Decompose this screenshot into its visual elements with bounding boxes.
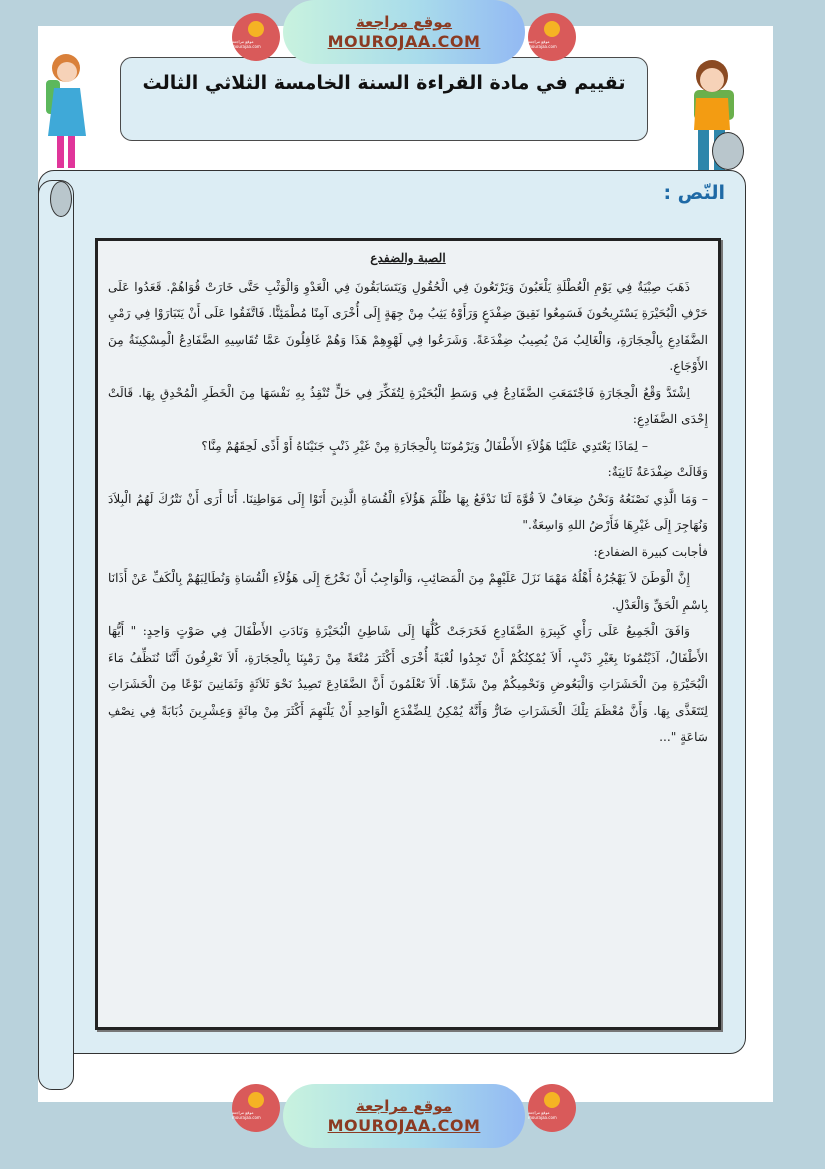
girl-illustration (40, 48, 90, 173)
scroll-curl-left (50, 181, 72, 217)
logo-caption: موقع مراجعة mourajaa.com (528, 39, 557, 49)
story-paragraph: – وَمَا الَّذِي نَصْنَعُهُ وَنَحْنُ ضِعَافٌ لاَ قُوَّةَ لَنَا نَدْفَعُ بِهَا ظُلْمَ هَؤُلاَءِ الْقُسَاةِ الَّذِينَ أَتَوْا إِلَى مَوَاطِنِنَا. أَنَا أَرَى أَنْ نَتْرُكَ لَهُمُ الْبِلاَدَ وَنُهَاجِرَ إِلَى غَيْرِهَا فَأَرْضُ اللهِ وَاسِعَةٌ." (108, 491, 708, 532)
story-paragraph: ذَهَبَ صِبْيَةٌ فِي يَوْمِ الْعُطْلَةِ يَلْعَبُونَ وَيَرْتَعُونَ فِي الْحُقُولِ وَيَتَسَابَقُونَ فِي الْعَدْوِ وَالْوَثْبِ حَتَّى خَارَتْ قُوَاهُمْ. قَعَدُوا عَلَى حَرْفِ الْبُحَيْرَةِ يَسْتَرِيحُونَ فَسَمِعُوا نَقِيقَ ضِفْدَعٍ وَرَأَوْهُ يَثِبُ مِنْ جِهَةٍ إِلَى أُخْرَى آمِنًا مُطْمَئِنًّا. فَاتَّفَقُوا عَلَى أَنْ يَتَبَارَوْا فِي رَمْيِ الضَّفَادِعِ بِالْحِجَارَةِ، وَالْغَالِبُ مَنْ يُصِيبُ ضِفْدَعَةً. وَشَرَعُوا فِي لَهْوِهِمْ هَذَا وَهُمْ غَافِلُونَ عَمَّا تُقَاسِيهِ الضَّفَادِعُ الْمِسْكِينَةُ مِنَ الأَوْجَاعِ. (108, 279, 708, 373)
brand-latin: MOUROJAA.COM (327, 1116, 481, 1135)
brand-banner-bottom[interactable] (283, 1084, 525, 1148)
story (98, 241, 718, 751)
story-text-box (95, 238, 721, 1030)
logo-caption: موقع مراجعة mourajaa.com (528, 1110, 557, 1120)
story-paragraph: اِشْتَدَّ وَقْعُ الْحِجَارَةِ فَاجْتَمَعَتِ الضَّفَادِعُ فِي وَسَطِ الْبُحَيْرَةِ لِتُفَكِّرَ فِي حَلٍّ تُنْقِذُ بِهِ نَفْسَهَا مِنَ الْخَطَرِ الْمُحْدِقِ بِهَا. قَالَتْ إِحْدَى الضَّفَادِعِ: (108, 385, 708, 426)
book-icon (248, 1092, 264, 1108)
story-paragraph: وَقَالَتْ ضِفْدَعَةٌ ثَانِيَةٌ: (607, 465, 708, 479)
story-paragraph: وَافَقَ الْجَمِيعُ عَلَى رَأْيِ كَبِيرَةِ الضَّفَادِعِ فَخَرَجَتْ كُلُّهَا إِلَى شَاطِئِ الْبُحَيْرَةِ وَنَادَتِ الأَطْفَالَ فِي صَوْتٍ وَاحِدٍ: " أَيُّهَا الأَطْفَالُ، آذَيْتُمُونَا بِغَيْرِ ذَنْبٍ، أَلاَ يُمْكِنُكُمْ أَنْ تَجِدُوا لُعْبَةً أُخْرَى أَكْثَرَ مُتْعَةً مِنْ رَمْيِنَا بِالْحِجَارَةِ، أَلاَ تَعْرِفُونَ أَنَّنَا نُنَظِّفُ مَاءَ الْبُحَيْرَةِ مِنَ الْحَشَرَاتِ وَالْبَعُوضِ وَنَحْمِيكُمْ مِنْ شَرِّهَا. أَلاَ تَعْلَمُونَ أَنَّ الضَّفَادِعَ تَصِيدُ نَحْوَ ثَلاَثَةٍ وَثَمَانِينَ نَوْعًا مِنَ الْحَشَرَاتِ لِتَتَغَذَّى بِهَا. وَأَنَّ مُعْظَمَ تِلْكَ الْحَشَرَاتِ ضَارٌّ وَأَنَّهُ يُمْكِنُ لِلضِّفْدَعِ الْوَاحِدِ أَنْ يَلْتَهِمَ أَكْثَرَ مِنْ مِائَةٍ وَعِشْرِينَ ذُبَابَةً فِي نِصْفِ سَاعَةٍ "... (108, 624, 708, 744)
scroll-left-roll (38, 180, 74, 1090)
book-icon (544, 21, 560, 37)
story-paragraph: فأجابت كبيرة الضفادع: (593, 544, 708, 559)
page-title: تقييم في مادة القراءة السنة الخامسة الثلاثي الثالث (142, 72, 626, 94)
site-logo-left-top[interactable] (232, 13, 280, 61)
book-icon (248, 21, 264, 37)
brand-latin: MOUROJAA.COM (327, 32, 481, 51)
logo-caption: موقع مراجعة mourajaa.com (232, 39, 261, 49)
brand-arabic: موقع مراجعة (355, 1097, 453, 1115)
brand-banner-top[interactable] (283, 0, 525, 64)
logo-caption: موقع مراجعة mourajaa.com (232, 1110, 261, 1120)
site-logo-left-bottom[interactable] (232, 1084, 280, 1132)
site-logo-right-bottom[interactable] (528, 1084, 576, 1132)
story-paragraph: إِنَّ الْوَطَنَ لاَ يَهْجُرُهُ أَهْلُهُ مَهْمَا نَزَلَ عَلَيْهِمْ مِنَ الْمَصَائِبِ، وَالْوَاجِبُ أَنْ نَخْرُجَ إِلَى هَؤُلاَءِ الْقُسَاةِ وَنُطَالِبَهُمْ بِالْكَفِّ عَنْ أَذَانَا بِاسْمِ الْحَقِّ وَالْعَدْلِ. (108, 571, 708, 612)
story-title: الصبة والضفدع (370, 251, 446, 265)
story-paragraph: – لِمَاذَا يَعْتَدِي عَلَيْنَا هَؤُلاَءِ الأَطْفَالُ وَيَرْمُونَنَا بِالْحِجَارَةِ مِنْ غَيْرِ ذَنْبٍ جَنَيْنَاهُ أَوْ أَذًى لَحِقَهُمْ مِنَّا؟ (201, 438, 648, 453)
book-icon (544, 1092, 560, 1108)
site-logo-right-top[interactable] (528, 13, 576, 61)
title-box (120, 57, 648, 141)
section-label: النّص : (663, 182, 725, 204)
brand-arabic: موقع مراجعة (355, 13, 453, 31)
scroll-curl-right (712, 132, 744, 170)
